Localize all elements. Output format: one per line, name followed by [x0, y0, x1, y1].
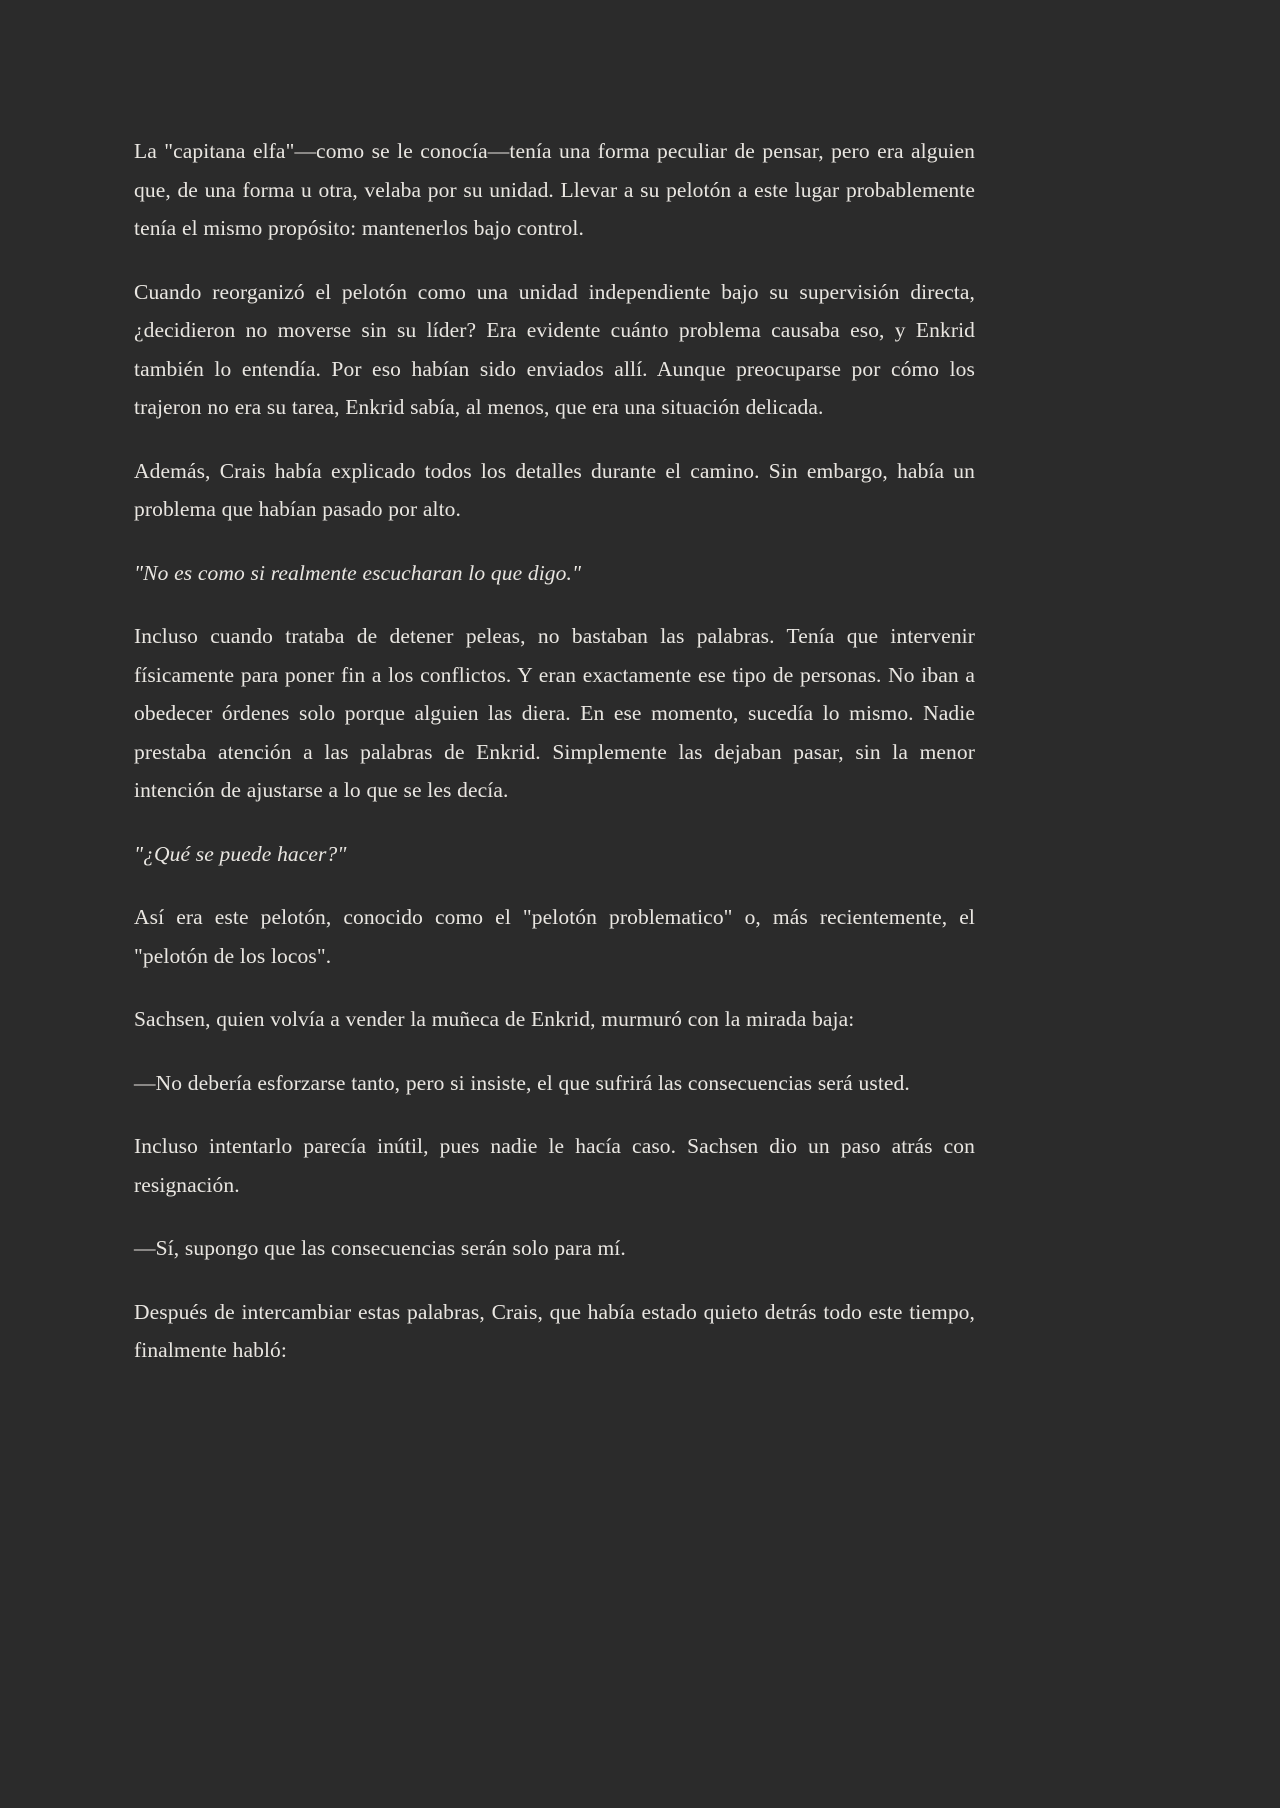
paragraph: Además, Crais había explicado todos los detalles durante el camino. Sin embargo, había un problema que habían pasado por alto.	[134, 458, 975, 521]
dialogue-line: —No debería esforzarse tanto, pero si insiste, el que sufrirá las consecuencias será usted.	[134, 1070, 910, 1095]
paragraph: Cuando reorganizó el pelotón como una unidad independiente bajo su supervisión directa, ¿decidieron no moverse sin su líder? Era evidente cuánto problema causaba eso, y Enkrid también lo entendía. Por eso habían sido enviados allí. Aunque preocuparse por cómo los trajeron no era su tarea, Enkrid sabía, al menos, que era una situación delicada.	[134, 279, 975, 419]
inner-monologue-quote: "¿Qué se puede hacer?"	[134, 841, 347, 866]
paragraph: Incluso intentarlo parecía inútil, pues nadie le hacía caso. Sachsen dio un paso atrás con resignación.	[134, 1134, 975, 1197]
paragraph: Incluso cuando trataba de detener peleas, no bastaban las palabras. Tenía que intervenir físicamente para poner fin a los conflictos. Y eran exactamente ese tipo de personas. No iban a obedecer órdenes solo porque alguien las diera. En ese momento, sucedía lo mismo. Nadie prestaba atención a las palabras de Enkrid. Simplemente las dejaban pasar, sin la menor intención de ajustarse a lo que se les decía.	[134, 624, 975, 802]
paragraph: La "capitana elfa"—como se le conocía—tenía una forma peculiar de pensar, pero era alguien que, de una forma u otra, velaba por su unidad. Llevar a su pelotón a este lugar probablemente tenía el mismo propósito: mantenerlos bajo control.	[134, 139, 975, 240]
dialogue-line: —Sí, supongo que las consecuencias serán solo para mí.	[134, 1236, 626, 1260]
paragraph: Sachsen, quien volvía a vender la muñeca de Enkrid, murmuró con la mirada baja:	[134, 1007, 855, 1031]
paragraph: Así era este pelotón, conocido como el "pelotón problematico" o, más recientemente, el "pelotón de los locos".	[134, 905, 975, 968]
reader-content	[134, 132, 975, 1370]
inner-monologue-quote: "No es como si realmente escucharan lo que digo."	[134, 560, 582, 585]
paragraph: Después de intercambiar estas palabras, Crais, que había estado quieto detrás todo este tiempo, finalmente habló:	[134, 1299, 975, 1362]
